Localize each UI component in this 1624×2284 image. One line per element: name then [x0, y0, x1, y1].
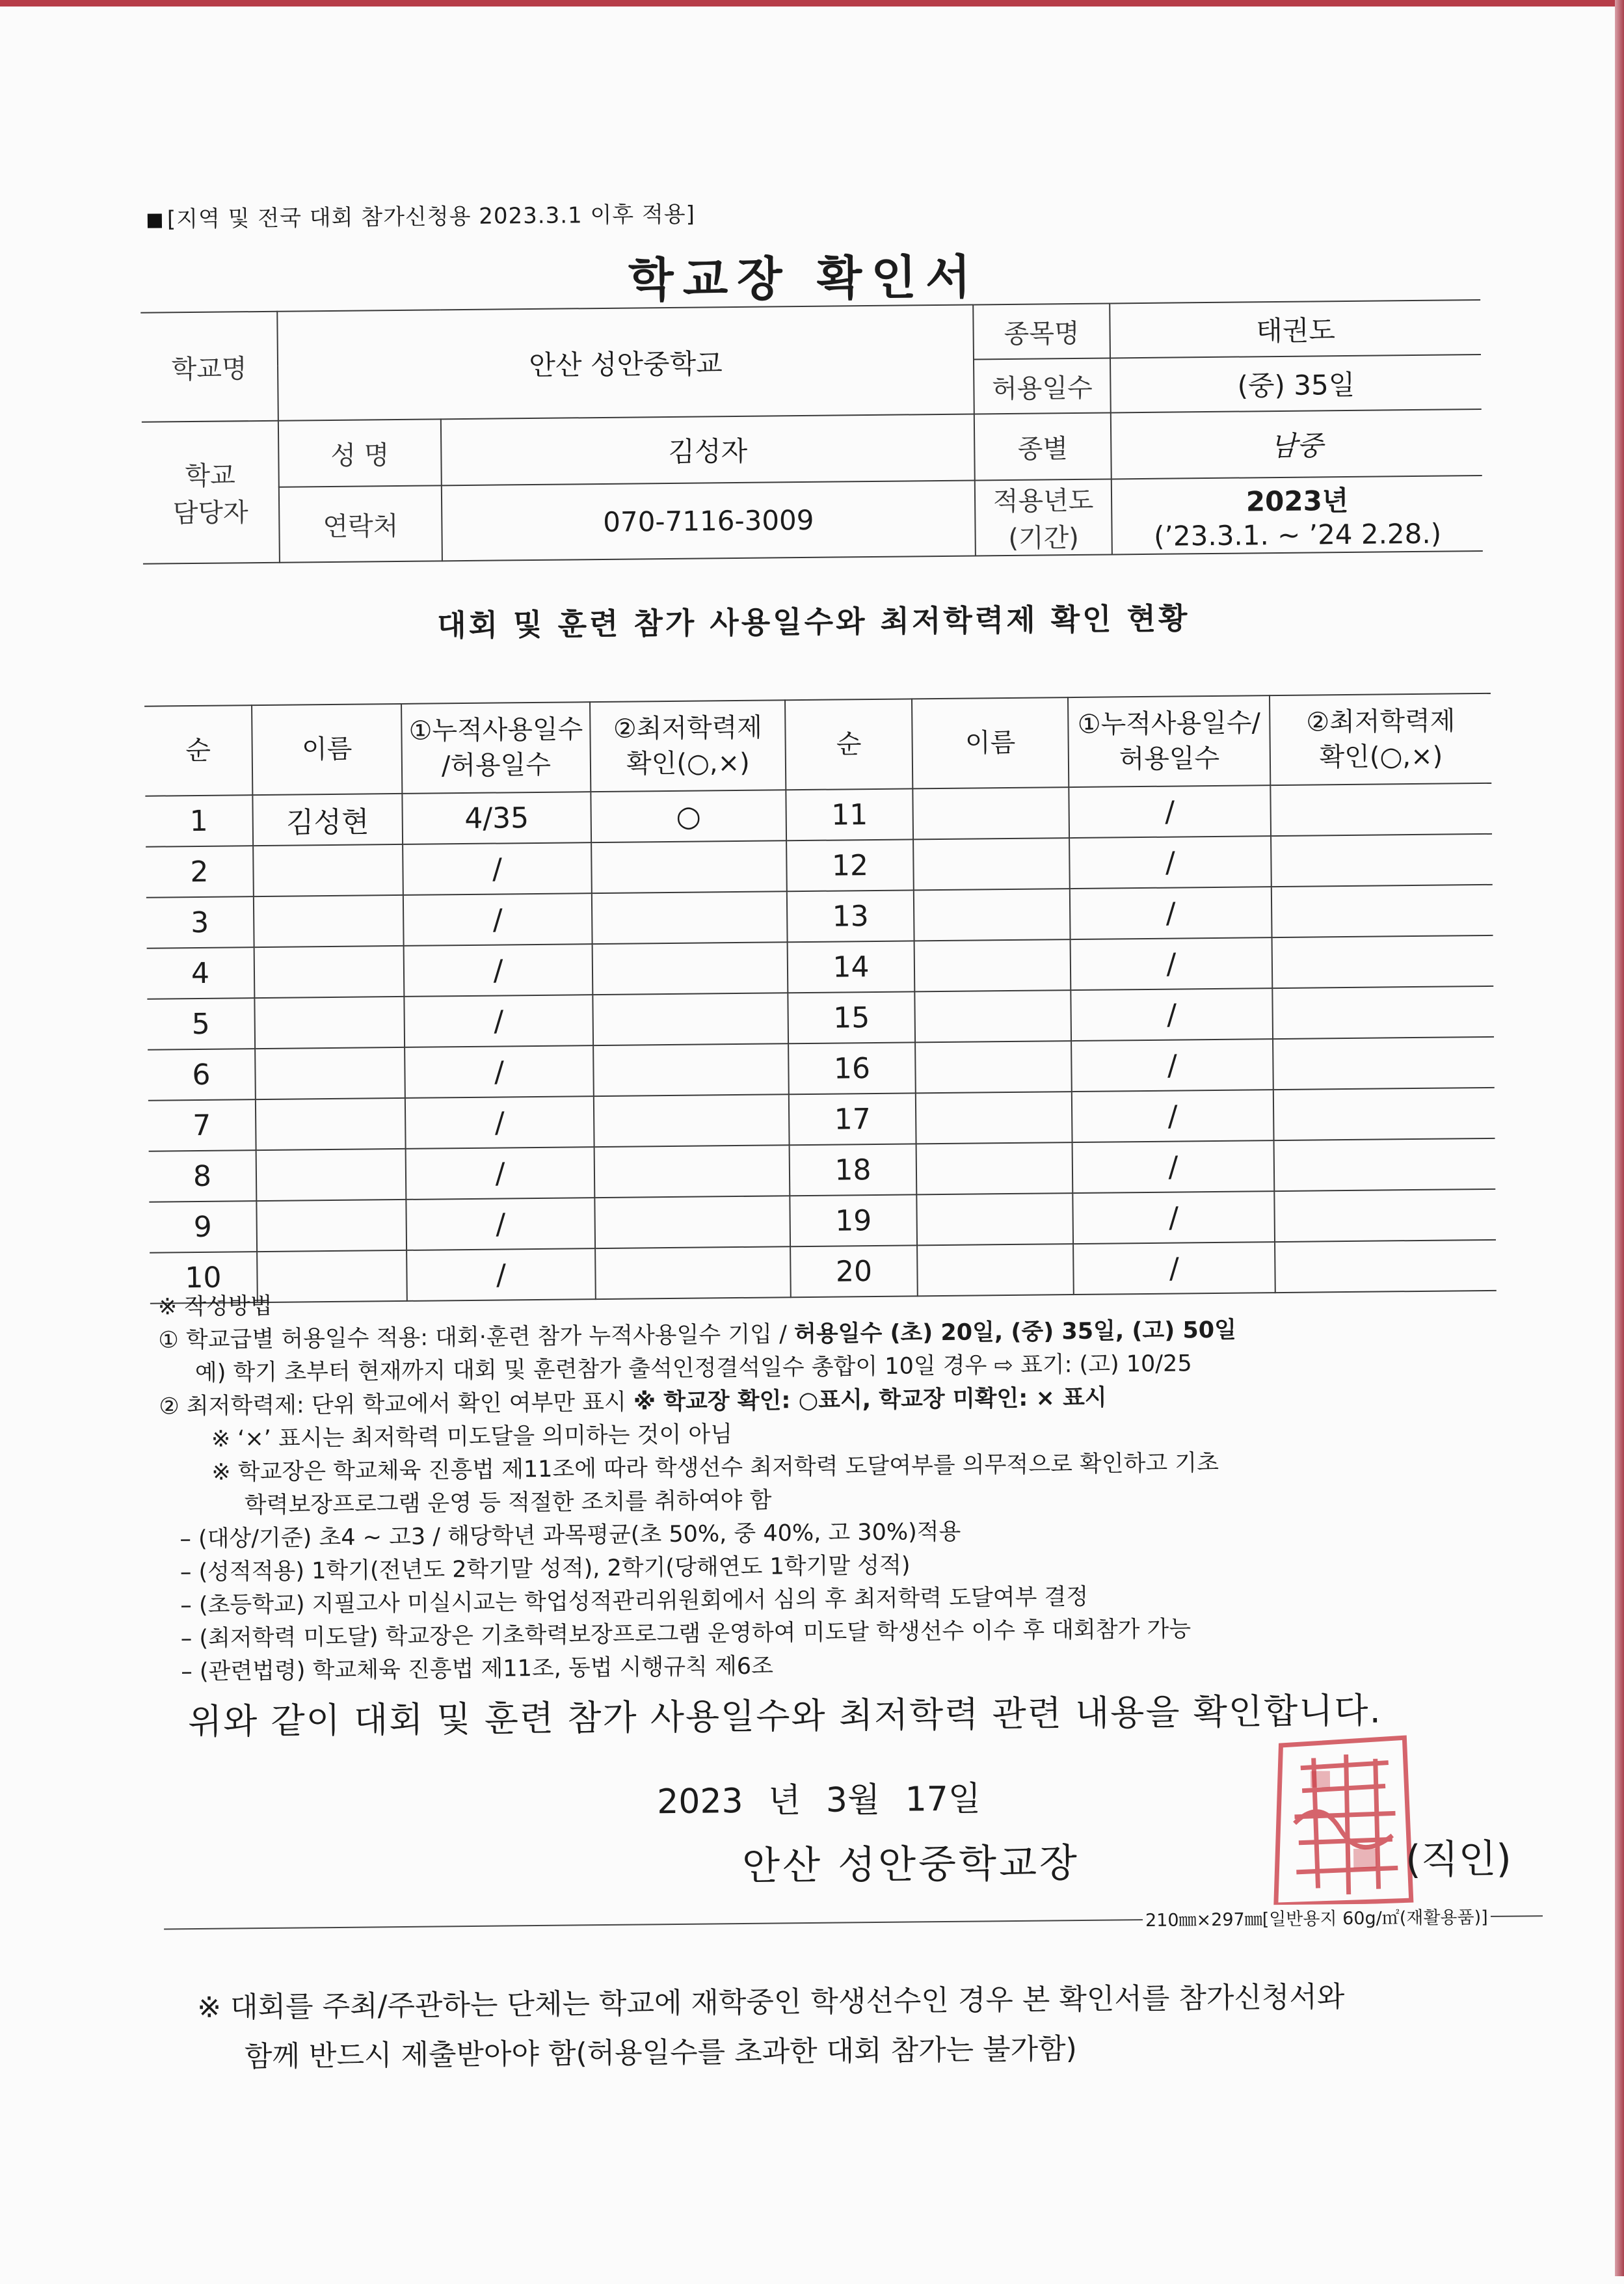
apply-year-label [975, 479, 1112, 556]
row-no: 2 [146, 846, 254, 898]
col-header-check-right-line2: 확인(○,×) [1319, 741, 1443, 773]
row-name-right [916, 1092, 1072, 1144]
row-no: 10 [150, 1252, 258, 1304]
row-no-right: 12 [786, 839, 914, 891]
instructions-block [158, 1278, 1528, 1689]
criteria-line-4: – (최저학력 미도달) 학교장은 기초학력보장프로그램 운영하여 미도달 학생선수 이수 후 대회참가 가능 [180, 1616, 1191, 1652]
row-check [592, 993, 788, 1045]
row-days-right: / [1069, 836, 1271, 889]
row-name [254, 946, 405, 998]
row-no-right: 16 [788, 1042, 916, 1094]
row-name: 김성현 [252, 794, 403, 846]
row-check [591, 840, 787, 893]
instruction-2-marks: ※ 학교장 확인: ○표시, 학교장 미확인: × 표시 [633, 1384, 1107, 1416]
black-square-icon [148, 213, 162, 228]
status-section-title: 대회 및 훈련 참가 사용일수와 최저학력제 확인 현황 [436, 600, 1190, 643]
instruction-2-note-a: ※ ‘×’ 표시는 최저학력 미도달을 의미하는 것이 아님 [211, 1421, 733, 1453]
row-days-right: / [1071, 1039, 1273, 1092]
principal-signature-name: 안산 성안중학교장 [741, 1840, 1080, 1890]
col-header-name-right: 이름 [912, 697, 1069, 788]
manager-label-line2: 담당자 [172, 498, 248, 529]
col-header-no-right: 순 [785, 699, 912, 790]
manager-name-value: 김성자 [441, 414, 975, 485]
row-days: / [406, 1248, 596, 1301]
row-no-right: 14 [788, 941, 915, 993]
row-name [254, 997, 405, 1049]
apply-year: 2023년 [1245, 484, 1349, 517]
contact-value: 070-7116-3009 [442, 480, 976, 561]
row-name [256, 1200, 406, 1252]
row-name [255, 1047, 405, 1099]
row-days: / [405, 1096, 594, 1149]
row-no: 3 [146, 896, 254, 948]
contact-label: 연락처 [279, 485, 442, 562]
row-check-right [1271, 834, 1493, 887]
col-header-check-line2: 확인(○,×) [626, 747, 750, 779]
row-no: 7 [148, 1099, 256, 1151]
col-header-no: 순 [144, 705, 252, 796]
row-name [254, 895, 404, 947]
row-no-right: 13 [787, 890, 914, 942]
row-days-right: / [1071, 937, 1273, 990]
allowed-days-value: (중) 35일 [1110, 355, 1482, 412]
manager-label-line1: 학교 [185, 461, 236, 492]
row-days: / [406, 1198, 595, 1250]
col-header-check-right [1270, 693, 1491, 785]
col-header-check [590, 700, 786, 792]
row-no: 6 [148, 1049, 256, 1101]
row-name-right [913, 838, 1070, 890]
row-name [253, 844, 403, 896]
row-check-right [1271, 885, 1493, 937]
row-no: 9 [149, 1201, 257, 1253]
row-check-right [1273, 1088, 1495, 1140]
row-name-right [915, 1041, 1072, 1093]
row-check-right [1274, 1138, 1496, 1191]
col-header-days [401, 702, 591, 794]
row-name-right [914, 939, 1071, 991]
criteria-line-5: – (관련법령) 학교체육 진흥법 제11조, 동법 시행규칙 제6조 [181, 1653, 774, 1686]
sport-value: 태권도 [1110, 300, 1481, 358]
allowed-days-label: 허용일수 [974, 358, 1111, 414]
school-name-label: 학교명 [140, 312, 278, 422]
row-check-right [1270, 783, 1492, 836]
instruction-1-text: ① 학교급별 허용일수 적용: 대회·훈련 참가 누적사용일수 기입 / [158, 1321, 795, 1354]
row-check [593, 1043, 789, 1096]
table-header-row [144, 693, 1491, 796]
school-info-table [140, 299, 1483, 565]
row-check [592, 942, 788, 995]
official-seal-stamp [1255, 1718, 1432, 1915]
sport-label: 종목명 [973, 303, 1110, 359]
row-name-right [916, 1193, 1073, 1245]
criteria-line-1: – (대상/기준) 초4 ~ 고3 / 해당학년 과목평균(초 50%, 중 40%, 고 30%)적용 [180, 1518, 961, 1553]
row-no-right: 18 [790, 1144, 917, 1196]
col-header-days-right-line1: ①누적사용일수/ [1077, 708, 1261, 740]
row-check [592, 891, 788, 944]
row-name-right [912, 787, 1069, 839]
row-check-right [1273, 1037, 1495, 1090]
form-usage-note [148, 196, 696, 234]
instruction-2-note-b: ※ 학교장은 학교체육 진흥법 제11조에 따라 학생선수 최저학력 도달여부를 의무적으로 확인하고 기초 [211, 1449, 1219, 1486]
instruction-2-text: ② 최저학력제: 단위 학교에서 확인 여부만 표시 [159, 1389, 634, 1420]
row-no-right: 19 [790, 1194, 917, 1246]
apply-period: (’23.3.1. ~ ’24 2.28.) [1153, 517, 1442, 552]
row-check [594, 1094, 790, 1147]
criteria-line-2: – (성적적용) 1학기(전년도 2학기말 성적), 2학기(당해연도 1학기말 성적) [180, 1552, 911, 1586]
row-days: / [403, 842, 592, 895]
col-header-days-line1: ①누적사용일수 [408, 714, 583, 746]
row-no: 4 [147, 947, 255, 999]
col-header-check-line1: ②최저학력제 [613, 712, 763, 744]
row-no-right: 20 [790, 1245, 918, 1297]
row-days-right: / [1069, 785, 1271, 838]
instruction-2-note-b-cont: 학력보장프로그램 운영 등 적절한 조치를 취하여야 함 [244, 1487, 772, 1519]
row-name-right [914, 990, 1071, 1042]
row-days: / [404, 944, 593, 997]
criteria-line-3: – (초등학교) 지필고사 미실시교는 학업성적관리위원회에서 심의 후 최저학력 도달여부 결정 [180, 1583, 1089, 1619]
row-days: / [405, 1045, 594, 1098]
row-days: / [403, 893, 592, 946]
instruction-1-allowed-days: 허용일수 (초) 20일, (중) 35일, (고) 50일 [793, 1317, 1237, 1348]
instructions-heading: ※ 작성방법 [157, 1293, 273, 1321]
row-name-right [914, 889, 1071, 941]
row-days-right: / [1072, 1090, 1274, 1142]
row-days-right: / [1073, 1242, 1275, 1295]
footer-note [197, 1972, 1346, 2082]
col-header-days-line2: /허용일수 [441, 749, 552, 781]
row-name [256, 1149, 406, 1201]
col-header-days-right [1068, 695, 1270, 787]
seal-label: (직인) [1405, 1836, 1512, 1883]
school-name-value: 안산 성안중학교 [277, 304, 974, 420]
row-check-right [1272, 986, 1494, 1039]
row-days-right: / [1071, 988, 1273, 1041]
participation-table [144, 693, 1497, 1304]
row-days-right: / [1072, 1140, 1275, 1193]
col-header-name: 이름 [252, 704, 402, 795]
paper-spec: 210㎜×297㎜[일반용지 60g/㎡(재활용품)] [1143, 1903, 1491, 1931]
row-no-right: 15 [788, 991, 915, 1043]
col-header-days-right-line2: 허용일수 [1119, 743, 1220, 775]
row-days-right: / [1072, 1191, 1275, 1244]
instruction-1-example: 예) 학기 초부터 현재까지 대회 및 훈련참가 출석인정결석일수 총합이 10일 경우 ⇨ 표기: (고) 10/25 [194, 1350, 1192, 1387]
row-check [594, 1145, 790, 1198]
gender-label: 종별 [974, 412, 1112, 480]
apply-year-label-line2: (기간) [1008, 522, 1080, 554]
footer-note-line1: ※ 대회를 주최/주관하는 단체는 학교에 재학중인 학생선수인 경우 본 확인서를 참가신청서와 [197, 1980, 1345, 2025]
manager-label [142, 421, 280, 564]
form-usage-note-text: [지역 및 전국 대회 참가신청용 2023.3.1 이후 적용] [166, 201, 696, 233]
confirmation-statement: 위와 같이 대회 및 훈련 참가 사용일수와 최저학력 관련 내용을 확인합니다. [187, 1689, 1382, 1743]
row-days: 4/35 [402, 792, 591, 844]
col-header-check-right-line1: ②최저학력제 [1306, 706, 1456, 738]
row-check [594, 1196, 790, 1248]
row-name-right [916, 1142, 1073, 1194]
row-check: ○ [591, 790, 786, 842]
row-no: 8 [149, 1150, 257, 1202]
row-days: / [404, 995, 593, 1047]
row-no-right: 11 [786, 788, 913, 840]
row-days-right: / [1070, 887, 1272, 939]
row-no: 5 [147, 998, 255, 1050]
row-days: / [406, 1147, 595, 1200]
row-check-right [1272, 935, 1494, 988]
manager-name-label: 성 명 [278, 419, 442, 487]
row-name [256, 1098, 406, 1150]
footer-note-line2: 함께 반드시 제출받아야 함(허용일수를 초과한 대회 참가는 불가함) [244, 2032, 1078, 2074]
issue-date: 2023 년 3월 17일 [656, 1779, 981, 1822]
apply-year-label-line1: 적용년도 [992, 485, 1094, 517]
gender-value: 남중 [1111, 409, 1482, 479]
row-no-right: 17 [789, 1093, 916, 1145]
document-title: 학교장 확인서 [628, 249, 980, 308]
row-check-right [1274, 1189, 1496, 1242]
apply-year-value [1112, 476, 1483, 554]
row-no: 1 [145, 795, 253, 847]
